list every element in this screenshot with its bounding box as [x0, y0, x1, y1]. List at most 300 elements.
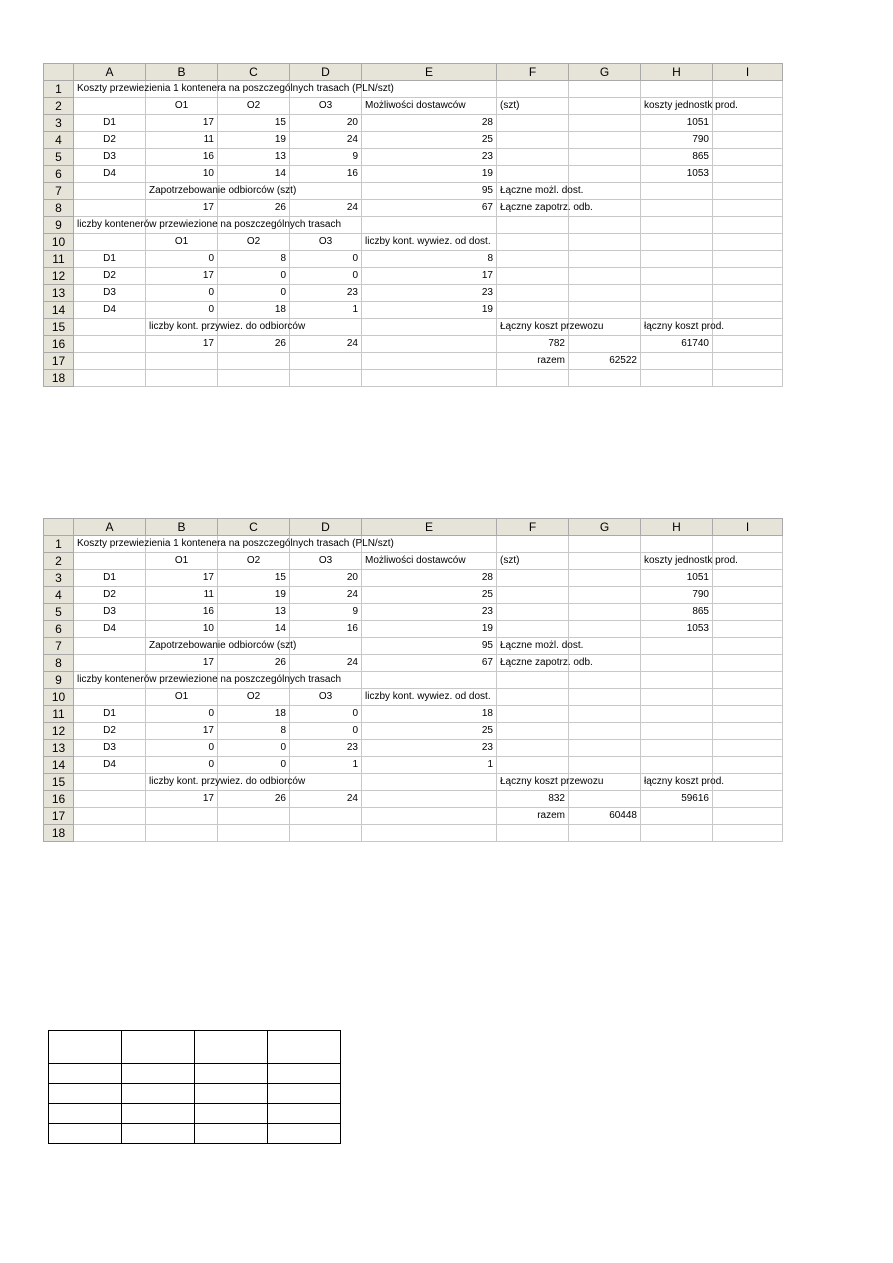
cell-g3[interactable]	[569, 570, 641, 587]
column-header-g[interactable]: G	[569, 64, 641, 81]
cell-h10[interactable]	[641, 689, 713, 706]
cell-b5[interactable]: 16	[146, 604, 218, 621]
row-header[interactable]: 18	[44, 370, 74, 387]
row-header[interactable]: 14	[44, 302, 74, 319]
cell-i16[interactable]	[713, 336, 783, 353]
cell-d2[interactable]: O3	[290, 98, 362, 115]
cell-i3[interactable]	[713, 115, 783, 132]
cell-a15[interactable]	[74, 774, 146, 791]
cell-i18[interactable]	[713, 370, 783, 387]
cell-g4[interactable]	[569, 587, 641, 604]
cell-a16[interactable]	[74, 336, 146, 353]
cell-h6[interactable]: 1053	[641, 621, 713, 638]
cell-b11[interactable]: 0	[146, 251, 218, 268]
cell-g13[interactable]	[569, 285, 641, 302]
cell-b10[interactable]: O1	[146, 689, 218, 706]
row-header[interactable]: 11	[44, 251, 74, 268]
cell-g4[interactable]	[569, 132, 641, 149]
cell-c17[interactable]	[218, 808, 290, 825]
row-header[interactable]: 17	[44, 808, 74, 825]
cell-a1[interactable]	[74, 81, 394, 98]
cell-f2[interactable]	[497, 98, 569, 115]
row-header[interactable]: 1	[44, 536, 74, 553]
cell-d4[interactable]: 24	[290, 587, 362, 604]
cell-d11[interactable]: 0	[290, 706, 362, 723]
cell-h1[interactable]	[641, 81, 713, 98]
cell-d17[interactable]	[290, 353, 362, 370]
cell-h9[interactable]	[641, 672, 713, 689]
cell-a14[interactable]: D4	[74, 302, 146, 319]
cell-d7[interactable]	[290, 183, 362, 200]
cell-c16[interactable]: 26	[218, 791, 290, 808]
cell-i13[interactable]	[713, 740, 783, 757]
row-header[interactable]: 10	[44, 234, 74, 251]
cell-f10[interactable]	[497, 689, 569, 706]
row-header[interactable]: 6	[44, 621, 74, 638]
cell-c6[interactable]: 14	[218, 166, 290, 183]
cell-h3[interactable]: 1051	[641, 115, 713, 132]
cell-e10[interactable]	[362, 689, 497, 706]
row-header[interactable]: 10	[44, 689, 74, 706]
cell-h7[interactable]	[641, 638, 713, 655]
cell-e5[interactable]: 23	[362, 604, 497, 621]
cell-f17[interactable]	[497, 353, 569, 370]
cell-b6[interactable]: 10	[146, 166, 218, 183]
cell-b7[interactable]	[146, 183, 297, 200]
cell-d16[interactable]: 24	[290, 791, 362, 808]
cell-f7[interactable]	[497, 638, 584, 655]
cell-c4[interactable]: 19	[218, 587, 290, 604]
cell-a17[interactable]	[74, 353, 146, 370]
cell-i14[interactable]	[713, 757, 783, 774]
row-header[interactable]: 16	[44, 791, 74, 808]
cell-g11[interactable]	[569, 706, 641, 723]
cell-a11[interactable]: D1	[74, 706, 146, 723]
row-header[interactable]: 1	[44, 81, 74, 98]
cell-h15[interactable]	[641, 319, 725, 336]
cell-a4[interactable]: D2	[74, 587, 146, 604]
cell-i12[interactable]	[713, 268, 783, 285]
cell-g6[interactable]	[569, 166, 641, 183]
cell-h8[interactable]	[641, 200, 713, 217]
column-header-a[interactable]: A	[74, 64, 146, 81]
cell-g10[interactable]	[569, 689, 641, 706]
cell-a12[interactable]: D2	[74, 723, 146, 740]
cell-b8[interactable]: 17	[146, 655, 218, 672]
cell-f4[interactable]	[497, 132, 569, 149]
cell-d18[interactable]	[290, 370, 362, 387]
cell-h5[interactable]: 865	[641, 604, 713, 621]
cell-e9[interactable]	[362, 672, 497, 689]
column-header-h[interactable]: H	[641, 519, 713, 536]
cell-e18[interactable]	[362, 825, 497, 842]
cell-b2[interactable]: O1	[146, 98, 218, 115]
cell-f11[interactable]	[497, 706, 569, 723]
cell-e18[interactable]	[362, 370, 497, 387]
cell-d8[interactable]: 24	[290, 200, 362, 217]
cell-i1[interactable]	[713, 81, 783, 98]
cell-h4[interactable]: 790	[641, 587, 713, 604]
row-header[interactable]: 5	[44, 149, 74, 166]
cell-a13[interactable]: D3	[74, 285, 146, 302]
cell-f18[interactable]	[497, 825, 569, 842]
cell-g17[interactable]: 60448	[569, 808, 641, 825]
cell-i7[interactable]	[713, 638, 783, 655]
cell-a18[interactable]	[74, 825, 146, 842]
cell-f2[interactable]	[497, 553, 569, 570]
cell-f16[interactable]: 782	[497, 336, 569, 353]
cell-d3[interactable]: 20	[290, 570, 362, 587]
row-header[interactable]: 2	[44, 553, 74, 570]
cell-g12[interactable]	[569, 268, 641, 285]
cell-h13[interactable]	[641, 285, 713, 302]
cell-c5[interactable]: 13	[218, 149, 290, 166]
cell-e8[interactable]: 67	[362, 200, 497, 217]
cell-e17[interactable]	[362, 353, 497, 370]
cell-h16[interactable]: 61740	[641, 336, 713, 353]
cell-h2[interactable]	[641, 553, 738, 570]
cell-i18[interactable]	[713, 825, 783, 842]
cell-d16[interactable]: 24	[290, 336, 362, 353]
cell-e3[interactable]: 28	[362, 570, 497, 587]
row-header[interactable]: 16	[44, 336, 74, 353]
cell-i1[interactable]	[713, 536, 783, 553]
cell-b13[interactable]: 0	[146, 740, 218, 757]
cell-h7[interactable]	[641, 183, 713, 200]
cell-g18[interactable]	[569, 370, 641, 387]
cell-d10[interactable]: O3	[290, 689, 362, 706]
cell-f10[interactable]	[497, 234, 569, 251]
cell-g11[interactable]	[569, 251, 641, 268]
cell-c13[interactable]: 0	[218, 740, 290, 757]
cell-e17[interactable]	[362, 808, 497, 825]
cell-a9[interactable]	[74, 672, 342, 689]
column-header-e[interactable]: E	[362, 64, 497, 81]
cell-d5[interactable]: 9	[290, 604, 362, 621]
cell-b4[interactable]: 11	[146, 587, 218, 604]
cell-a1[interactable]	[74, 536, 394, 553]
cell-e2[interactable]	[362, 553, 497, 570]
cell-g12[interactable]	[569, 723, 641, 740]
cell-b13[interactable]: 0	[146, 285, 218, 302]
row-header[interactable]: 2	[44, 98, 74, 115]
row-header[interactable]: 13	[44, 740, 74, 757]
cell-i3[interactable]	[713, 570, 783, 587]
cell-h18[interactable]	[641, 370, 713, 387]
cell-g1[interactable]	[569, 81, 641, 98]
cell-a13[interactable]: D3	[74, 740, 146, 757]
cell-a8[interactable]	[74, 200, 146, 217]
cell-i11[interactable]	[713, 706, 783, 723]
cell-e11[interactable]: 18	[362, 706, 497, 723]
cell-f6[interactable]	[497, 166, 569, 183]
cell-h18[interactable]	[641, 825, 713, 842]
cell-h1[interactable]	[641, 536, 713, 553]
cell-g13[interactable]	[569, 740, 641, 757]
cell-f14[interactable]	[497, 757, 569, 774]
cell-c11[interactable]: 18	[218, 706, 290, 723]
cell-b8[interactable]: 17	[146, 200, 218, 217]
cell-b18[interactable]	[146, 370, 218, 387]
cell-f1[interactable]	[497, 81, 569, 98]
row-header[interactable]: 13	[44, 285, 74, 302]
cell-g17[interactable]: 62522	[569, 353, 641, 370]
cell-d2[interactable]: O3	[290, 553, 362, 570]
cell-c3[interactable]: 15	[218, 570, 290, 587]
cell-a6[interactable]: D4	[74, 166, 146, 183]
cell-e6[interactable]: 19	[362, 166, 497, 183]
cell-i8[interactable]	[713, 200, 783, 217]
cell-i9[interactable]	[713, 672, 783, 689]
cell-h6[interactable]: 1053	[641, 166, 713, 183]
cell-h11[interactable]	[641, 706, 713, 723]
cell-f5[interactable]	[497, 604, 569, 621]
cell-d18[interactable]	[290, 825, 362, 842]
cell-e4[interactable]: 25	[362, 587, 497, 604]
cell-d5[interactable]: 9	[290, 149, 362, 166]
cell-i11[interactable]	[713, 251, 783, 268]
cell-f9[interactable]	[497, 672, 569, 689]
cell-a14[interactable]: D4	[74, 757, 146, 774]
cell-g16[interactable]	[569, 791, 641, 808]
cell-i4[interactable]	[713, 587, 783, 604]
cell-h15[interactable]	[641, 774, 725, 791]
cell-g2[interactable]	[569, 98, 641, 115]
cell-c12[interactable]: 0	[218, 268, 290, 285]
cell-g14[interactable]	[569, 757, 641, 774]
cell-f8[interactable]	[497, 655, 593, 672]
cell-c18[interactable]	[218, 370, 290, 387]
cell-i16[interactable]	[713, 791, 783, 808]
cell-c14[interactable]: 0	[218, 757, 290, 774]
select-all-corner[interactable]	[44, 64, 74, 81]
cell-b17[interactable]	[146, 808, 218, 825]
cell-a3[interactable]: D1	[74, 115, 146, 132]
cell-e3[interactable]: 28	[362, 115, 497, 132]
cell-a9[interactable]	[74, 217, 342, 234]
select-all-corner[interactable]	[44, 519, 74, 536]
cell-e12[interactable]: 25	[362, 723, 497, 740]
cell-d6[interactable]: 16	[290, 621, 362, 638]
cell-i6[interactable]	[713, 621, 783, 638]
cell-c5[interactable]: 13	[218, 604, 290, 621]
cell-b17[interactable]	[146, 353, 218, 370]
column-header-i[interactable]: I	[713, 519, 783, 536]
cell-f12[interactable]	[497, 268, 569, 285]
cell-i10[interactable]	[713, 234, 783, 251]
row-header[interactable]: 7	[44, 183, 74, 200]
cell-b6[interactable]: 10	[146, 621, 218, 638]
cell-c17[interactable]	[218, 353, 290, 370]
cell-b14[interactable]: 0	[146, 302, 218, 319]
cell-c3[interactable]: 15	[218, 115, 290, 132]
column-header-e[interactable]: E	[362, 519, 497, 536]
cell-h12[interactable]	[641, 723, 713, 740]
cell-f3[interactable]	[497, 570, 569, 587]
row-header[interactable]: 4	[44, 132, 74, 149]
cell-e13[interactable]: 23	[362, 740, 497, 757]
cell-f13[interactable]	[497, 285, 569, 302]
cell-c4[interactable]: 19	[218, 132, 290, 149]
column-header-d[interactable]: D	[290, 519, 362, 536]
cell-b11[interactable]: 0	[146, 706, 218, 723]
cell-f7[interactable]	[497, 183, 584, 200]
cell-d11[interactable]: 0	[290, 251, 362, 268]
cell-a5[interactable]: D3	[74, 149, 146, 166]
column-header-h[interactable]: H	[641, 64, 713, 81]
cell-f12[interactable]	[497, 723, 569, 740]
cell-h17[interactable]	[641, 353, 713, 370]
cell-g10[interactable]	[569, 234, 641, 251]
cell-h13[interactable]	[641, 740, 713, 757]
cell-g18[interactable]	[569, 825, 641, 842]
cell-d7[interactable]	[290, 638, 362, 655]
cell-c6[interactable]: 14	[218, 621, 290, 638]
cell-i9[interactable]	[713, 217, 783, 234]
cell-i4[interactable]	[713, 132, 783, 149]
row-header[interactable]: 7	[44, 638, 74, 655]
cell-e6[interactable]: 19	[362, 621, 497, 638]
cell-h14[interactable]	[641, 302, 713, 319]
row-header[interactable]: 9	[44, 672, 74, 689]
cell-g6[interactable]	[569, 621, 641, 638]
cell-e8[interactable]: 67	[362, 655, 497, 672]
cell-i13[interactable]	[713, 285, 783, 302]
cell-a2[interactable]	[74, 553, 146, 570]
row-header[interactable]: 3	[44, 115, 74, 132]
cell-g3[interactable]	[569, 115, 641, 132]
cell-a11[interactable]: D1	[74, 251, 146, 268]
cell-a15[interactable]	[74, 319, 146, 336]
cell-h5[interactable]: 865	[641, 149, 713, 166]
cell-e9[interactable]	[362, 217, 497, 234]
cell-b15[interactable]	[146, 319, 306, 336]
cell-e13[interactable]: 23	[362, 285, 497, 302]
cell-f1[interactable]	[497, 536, 569, 553]
cell-i10[interactable]	[713, 689, 783, 706]
cell-c2[interactable]: O2	[218, 553, 290, 570]
cell-b4[interactable]: 11	[146, 132, 218, 149]
cell-b15[interactable]	[146, 774, 306, 791]
cell-a10[interactable]	[74, 689, 146, 706]
cell-h17[interactable]	[641, 808, 713, 825]
column-header-c[interactable]: C	[218, 519, 290, 536]
cell-e2[interactable]	[362, 98, 497, 115]
cell-e15[interactable]	[362, 319, 497, 336]
cell-b3[interactable]: 17	[146, 115, 218, 132]
cell-f6[interactable]	[497, 621, 569, 638]
column-header-f[interactable]: F	[497, 519, 569, 536]
row-header[interactable]: 15	[44, 319, 74, 336]
cell-i14[interactable]	[713, 302, 783, 319]
column-header-d[interactable]: D	[290, 64, 362, 81]
cell-i17[interactable]	[713, 808, 783, 825]
cell-f14[interactable]	[497, 302, 569, 319]
column-header-b[interactable]: B	[146, 519, 218, 536]
cell-a16[interactable]	[74, 791, 146, 808]
cell-e7[interactable]: 95	[362, 183, 497, 200]
cell-c10[interactable]: O2	[218, 234, 290, 251]
cell-a6[interactable]: D4	[74, 621, 146, 638]
cell-f5[interactable]	[497, 149, 569, 166]
cell-d6[interactable]: 16	[290, 166, 362, 183]
cell-g5[interactable]	[569, 604, 641, 621]
cell-e16[interactable]	[362, 791, 497, 808]
row-header[interactable]: 3	[44, 570, 74, 587]
cell-a12[interactable]: D2	[74, 268, 146, 285]
cell-f15[interactable]	[497, 774, 604, 791]
cell-h16[interactable]: 59616	[641, 791, 713, 808]
cell-c18[interactable]	[218, 825, 290, 842]
cell-h9[interactable]	[641, 217, 713, 234]
cell-i17[interactable]	[713, 353, 783, 370]
column-header-g[interactable]: G	[569, 519, 641, 536]
cell-b16[interactable]: 17	[146, 791, 218, 808]
cell-e11[interactable]: 8	[362, 251, 497, 268]
row-header[interactable]: 11	[44, 706, 74, 723]
column-header-i[interactable]: I	[713, 64, 783, 81]
cell-f13[interactable]	[497, 740, 569, 757]
column-header-a[interactable]: A	[74, 519, 146, 536]
cell-h14[interactable]	[641, 757, 713, 774]
cell-b5[interactable]: 16	[146, 149, 218, 166]
row-header[interactable]: 12	[44, 268, 74, 285]
cell-a18[interactable]	[74, 370, 146, 387]
cell-g16[interactable]	[569, 336, 641, 353]
row-header[interactable]: 18	[44, 825, 74, 842]
row-header[interactable]: 12	[44, 723, 74, 740]
cell-g9[interactable]	[569, 217, 641, 234]
cell-c8[interactable]: 26	[218, 200, 290, 217]
cell-i5[interactable]	[713, 149, 783, 166]
cell-h12[interactable]	[641, 268, 713, 285]
cell-b10[interactable]: O1	[146, 234, 218, 251]
cell-b14[interactable]: 0	[146, 757, 218, 774]
row-header[interactable]: 14	[44, 757, 74, 774]
cell-h4[interactable]: 790	[641, 132, 713, 149]
cell-c14[interactable]: 18	[218, 302, 290, 319]
cell-b3[interactable]: 17	[146, 570, 218, 587]
cell-c12[interactable]: 8	[218, 723, 290, 740]
row-header[interactable]: 9	[44, 217, 74, 234]
cell-d13[interactable]: 23	[290, 740, 362, 757]
cell-f4[interactable]	[497, 587, 569, 604]
cell-a4[interactable]: D2	[74, 132, 146, 149]
cell-h3[interactable]: 1051	[641, 570, 713, 587]
cell-h2[interactable]	[641, 98, 738, 115]
cell-f3[interactable]	[497, 115, 569, 132]
cell-f16[interactable]: 832	[497, 791, 569, 808]
cell-a2[interactable]	[74, 98, 146, 115]
cell-b12[interactable]: 17	[146, 723, 218, 740]
cell-d3[interactable]: 20	[290, 115, 362, 132]
cell-h10[interactable]	[641, 234, 713, 251]
cell-b12[interactable]: 17	[146, 268, 218, 285]
cell-c11[interactable]: 8	[218, 251, 290, 268]
cell-f18[interactable]	[497, 370, 569, 387]
row-header[interactable]: 4	[44, 587, 74, 604]
row-header[interactable]: 5	[44, 604, 74, 621]
cell-c13[interactable]: 0	[218, 285, 290, 302]
cell-d14[interactable]: 1	[290, 302, 362, 319]
cell-d4[interactable]: 24	[290, 132, 362, 149]
cell-a8[interactable]	[74, 655, 146, 672]
cell-e5[interactable]: 23	[362, 149, 497, 166]
cell-d10[interactable]: O3	[290, 234, 362, 251]
cell-c10[interactable]: O2	[218, 689, 290, 706]
cell-i5[interactable]	[713, 604, 783, 621]
cell-a17[interactable]	[74, 808, 146, 825]
